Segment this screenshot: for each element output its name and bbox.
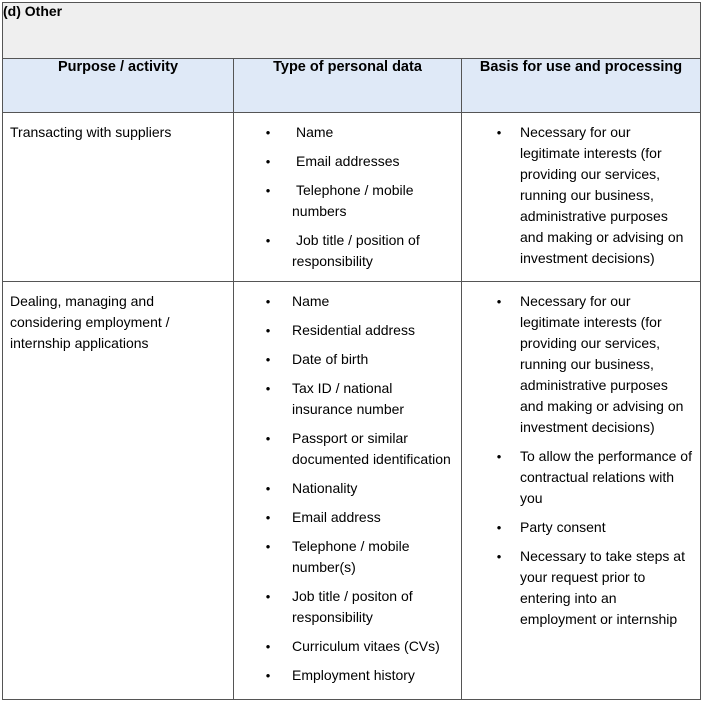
bullet-icon: •: [265, 589, 271, 604]
bullet-icon: •: [265, 323, 271, 338]
list-item: • Telephone / mobile numbers: [262, 180, 455, 222]
table-row: [3, 113, 701, 282]
list-item: • Necessary for our legitimate interests (for providing our services, running our business, administrative purposes and making or advising on investment decisions): [493, 122, 694, 269]
bullet-icon: •: [265, 154, 271, 169]
header-basis: Basis for use and processing: [462, 59, 701, 113]
purpose-text: Transacting with suppliers: [10, 124, 172, 140]
type-list: [234, 113, 461, 272]
bullet-icon: •: [265, 381, 271, 396]
list-item: • Date of birth: [262, 349, 455, 370]
section-title: (d) Other: [3, 3, 701, 59]
bullet-icon: •: [265, 233, 271, 248]
bullet-icon: •: [496, 294, 502, 309]
list-item: • Nationality: [262, 478, 455, 499]
bullet-icon: •: [265, 125, 271, 140]
bullet-icon: •: [265, 431, 271, 446]
list-item: • Telephone / mobile number(s): [262, 536, 455, 578]
header-type: Type of personal data: [234, 59, 462, 113]
type-cell: [234, 282, 462, 700]
basis-list: [462, 113, 700, 269]
list-item: • Email address: [262, 507, 455, 528]
bullet-icon: •: [265, 539, 271, 554]
bullet-icon: •: [265, 668, 271, 683]
basis-list: [462, 282, 700, 630]
list-item: • Name: [262, 122, 455, 143]
list-item: • Party consent: [493, 517, 694, 538]
purpose-cell: [3, 282, 234, 700]
section-header-row: [3, 3, 701, 59]
list-item: • Email addresses: [262, 151, 455, 172]
list-item: • Job title / positon of responsibility: [262, 586, 455, 628]
table-row: [3, 282, 701, 700]
list-item: • Necessary to take steps at your request prior to entering into an employment or internship: [493, 546, 694, 630]
bullet-icon: •: [265, 639, 271, 654]
personal-data-table: [2, 2, 701, 700]
purpose-cell: [3, 113, 234, 282]
bullet-icon: •: [265, 183, 271, 198]
bullet-icon: •: [265, 481, 271, 496]
bullet-icon: •: [496, 449, 502, 464]
header-purpose: Purpose / activity: [3, 59, 234, 113]
type-cell: [234, 113, 462, 282]
basis-cell: [462, 282, 701, 700]
list-item: • Curriculum vitaes (CVs): [262, 636, 455, 657]
bullet-icon: •: [496, 520, 502, 535]
list-item: • Residential address: [262, 320, 455, 341]
type-list: [234, 282, 461, 686]
list-item: • To allow the performance of contractual relations with you: [493, 446, 694, 509]
list-item: • Name: [262, 291, 455, 312]
basis-cell: [462, 113, 701, 282]
bullet-icon: •: [265, 352, 271, 367]
column-header-row: [3, 59, 701, 113]
bullet-icon: •: [496, 549, 502, 564]
bullet-icon: •: [265, 294, 271, 309]
bullet-icon: •: [496, 125, 502, 140]
list-item: • Job title / position of responsibility: [262, 230, 455, 272]
purpose-text: Dealing, managing and considering employment / internship applications: [10, 293, 170, 351]
bullet-icon: •: [265, 510, 271, 525]
list-item: • Tax ID / national insurance number: [262, 378, 455, 420]
list-item: • Employment history: [262, 665, 455, 686]
list-item: • Necessary for our legitimate interests (for providing our services, running our business, administrative purposes and making or advising on investment decisions): [493, 291, 694, 438]
list-item: • Passport or similar documented identification: [262, 428, 455, 470]
